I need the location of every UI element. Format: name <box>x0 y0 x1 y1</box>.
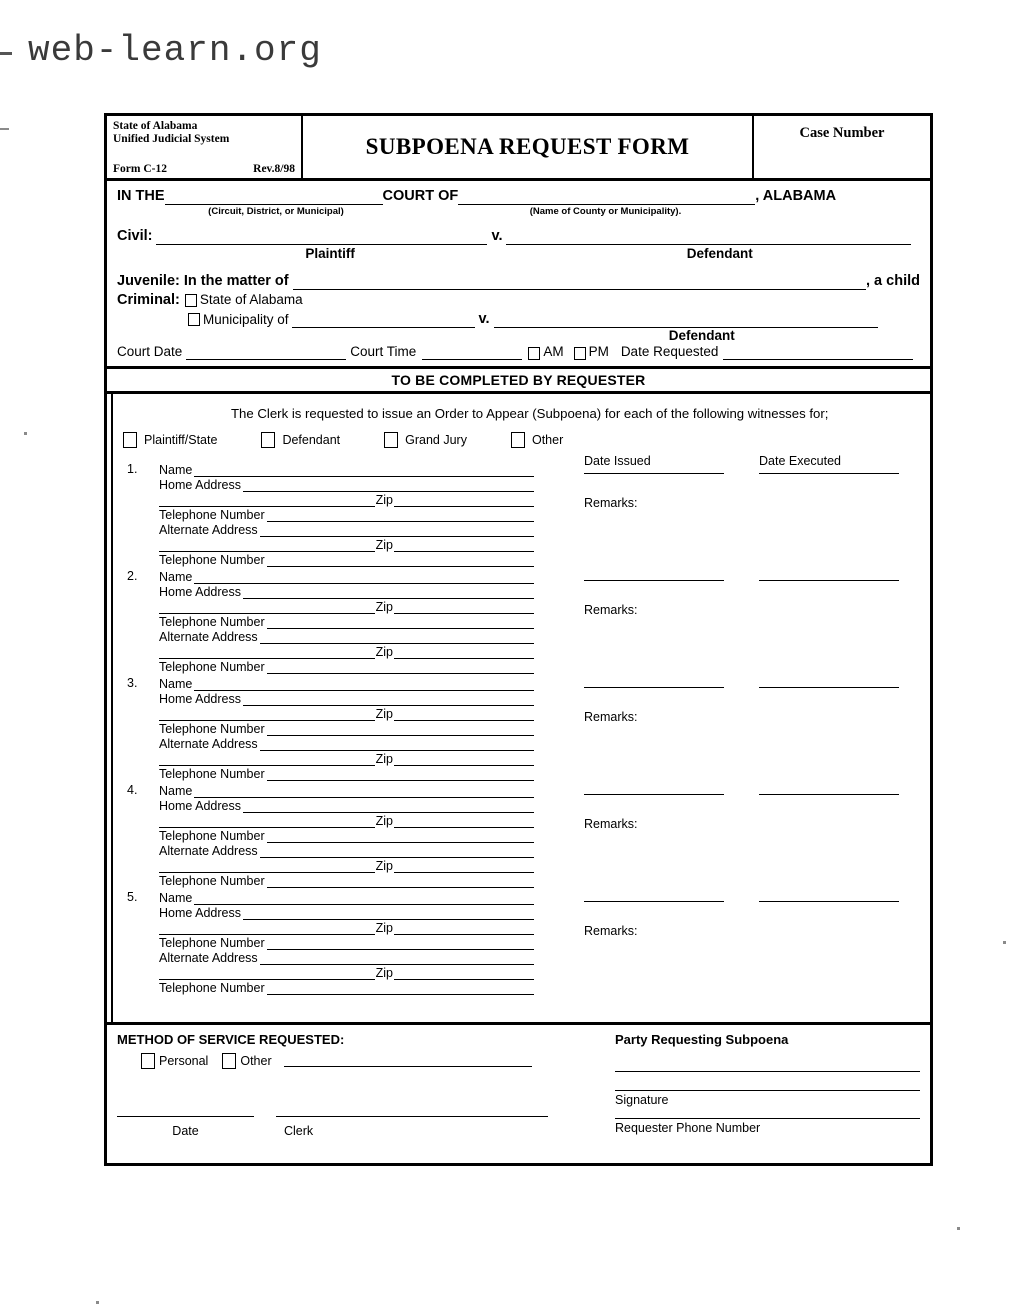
a-child-label: , a child <box>866 272 920 289</box>
witness-name-field[interactable] <box>159 676 534 691</box>
witness-fields <box>159 462 534 567</box>
subpoena-request-form <box>104 113 933 1166</box>
remarks-label: Remarks: <box>584 710 638 725</box>
requester-banner <box>107 369 930 394</box>
witness-telephone2-label: Telephone Number <box>159 660 265 675</box>
date-requested-input[interactable] <box>723 347 913 360</box>
witness-row <box>113 462 930 569</box>
page-edge-tick-bottom <box>957 1227 960 1230</box>
witness-telephone2-input[interactable] <box>267 983 534 995</box>
requester-banner-text: TO BE COMPLETED BY REQUESTER <box>391 371 646 388</box>
party-requesting-title: Party Requesting Subpoena <box>615 1031 789 1047</box>
witness-alternate-address-line2[interactable] <box>159 754 375 766</box>
requester-section <box>107 394 930 1025</box>
option-other[interactable] <box>511 432 563 448</box>
witness-home-zip-field[interactable] <box>159 492 534 507</box>
municipality-input[interactable] <box>292 315 475 328</box>
civil-line <box>117 229 920 245</box>
witness-telephone2-field[interactable] <box>159 766 534 781</box>
witness-name-input[interactable] <box>194 572 534 584</box>
witness-name-field[interactable] <box>159 890 534 905</box>
date-issued-input[interactable] <box>584 890 724 902</box>
witness-alternate-address-field[interactable] <box>159 950 534 965</box>
witness-name-input[interactable] <box>194 465 534 477</box>
witness-home-address-line2[interactable] <box>159 923 375 935</box>
court-of-label: COURT OF <box>382 188 459 204</box>
witness-number: 1. <box>127 462 138 477</box>
pm-label: PM <box>588 343 609 359</box>
criminal-defendant-caption-row <box>117 328 920 343</box>
court-time-input[interactable] <box>422 347 522 360</box>
witness-home-address-input[interactable] <box>243 587 534 599</box>
remarks-label: Remarks: <box>584 924 638 939</box>
remarks-label: Remarks: <box>584 496 638 511</box>
method-of-service-options <box>141 1053 605 1069</box>
date-executed-input[interactable] <box>759 890 899 902</box>
witness-alternate-address-input[interactable] <box>260 846 534 858</box>
date-requested-label: Date Requested <box>620 343 719 359</box>
witness-home-zip-label: Zip <box>375 707 393 722</box>
date-issued-input[interactable] <box>584 569 724 581</box>
option-defendant[interactable] <box>261 432 340 448</box>
witness-dates <box>584 783 934 831</box>
form-title-box <box>303 116 754 178</box>
clerk-signature-captions <box>117 1124 548 1138</box>
witness-alternate-zip-label: Zip <box>375 859 393 874</box>
other-service-input[interactable] <box>284 1054 532 1067</box>
option-plaintiff-state[interactable] <box>123 432 217 448</box>
date-executed-input[interactable] <box>759 783 899 795</box>
witness-home-address-input[interactable] <box>243 480 534 492</box>
witness-alternate-address-line2[interactable] <box>159 861 375 873</box>
witness-name-label: Name <box>159 891 193 906</box>
witness-alternate-zip-field[interactable] <box>159 965 534 980</box>
witness-telephone2-field[interactable] <box>159 980 534 995</box>
witness-alternate-zip-field[interactable] <box>159 751 534 766</box>
witness-name-label: Name <box>159 570 193 585</box>
witness-home-address-field[interactable] <box>159 905 534 920</box>
date-issued-header: Date Issued <box>584 453 651 468</box>
witness-alternate-address-label: Alternate Address <box>159 951 258 966</box>
requester-inner <box>111 394 930 1022</box>
witness-name-label: Name <box>159 463 193 478</box>
witness-home-address-label: Home Address <box>159 799 241 814</box>
witness-telephone-input[interactable] <box>267 724 534 736</box>
checkbox-defendant[interactable] <box>261 432 275 448</box>
witness-home-zip-input[interactable] <box>394 816 534 828</box>
checkbox-grand-jury[interactable] <box>384 432 398 448</box>
clerk-instruction: The Clerk is requested to issue an Order to Appear (Subpoena) for each of the following witnesses for; <box>231 405 829 421</box>
witness-telephone2-field[interactable] <box>159 552 534 567</box>
witness-alternate-address-label: Alternate Address <box>159 844 258 859</box>
witness-telephone2-label: Telephone Number <box>159 874 265 889</box>
case-number-box[interactable] <box>754 116 930 178</box>
witness-alternate-zip-label: Zip <box>375 538 393 553</box>
witness-telephone2-label: Telephone Number <box>159 767 265 782</box>
witness-telephone-field[interactable] <box>159 614 534 629</box>
clerk-caption: Clerk <box>284 1123 314 1138</box>
checkbox-plaintiff-state[interactable] <box>123 432 137 448</box>
court-line <box>117 189 920 205</box>
page-edge-tick-mid <box>24 432 27 435</box>
requester-phone-input[interactable] <box>615 1118 920 1119</box>
witness-home-address-label: Home Address <box>159 692 241 707</box>
court-line-hints <box>117 206 920 217</box>
witness-telephone2-input[interactable] <box>267 555 534 567</box>
witness-home-zip-label: Zip <box>375 814 393 829</box>
witness-alternate-zip-field[interactable] <box>159 644 534 659</box>
municipality-line <box>117 312 920 328</box>
witness-name-field[interactable] <box>159 569 534 584</box>
option-label-other: Other <box>531 433 564 448</box>
witness-telephone-label: Telephone Number <box>159 829 265 844</box>
witness-home-zip-field[interactable] <box>159 920 534 935</box>
witness-alternate-zip-input[interactable] <box>394 647 534 659</box>
civil-line-labels <box>117 246 920 261</box>
date-signature-input[interactable] <box>117 1104 254 1117</box>
versus-label: v. <box>491 227 503 244</box>
court-type-hint: (Circuit, District, or Municipal) <box>208 205 344 217</box>
witness-dates <box>584 676 934 724</box>
witness-fields <box>159 890 534 995</box>
page-edge-tick-left <box>0 128 9 130</box>
witness-alternate-address-label: Alternate Address <box>159 630 258 645</box>
witness-alternate-address-label: Alternate Address <box>159 523 258 538</box>
remarks-label: Remarks: <box>584 817 638 832</box>
checkbox-municipality[interactable] <box>188 313 200 326</box>
judicial-system-name: Unified Judicial System <box>113 133 230 145</box>
court-date-label: Court Date <box>117 343 183 359</box>
witness-number: 2. <box>127 569 138 584</box>
signature-input[interactable] <box>615 1090 920 1091</box>
witness-name-field[interactable] <box>159 783 534 798</box>
other-service-label: Other <box>240 1053 272 1068</box>
option-label-plaintiff-state: Plaintiff/State <box>144 433 218 448</box>
checkbox-am[interactable] <box>528 347 540 360</box>
witness-telephone-input[interactable] <box>267 510 534 522</box>
state-of-alabama-label: State of Alabama <box>199 292 303 308</box>
witness-home-address-input[interactable] <box>243 801 534 813</box>
defendant-input[interactable] <box>506 231 911 245</box>
witness-home-address-field[interactable] <box>159 477 534 492</box>
witness-home-zip-input[interactable] <box>394 602 534 614</box>
witness-home-zip-label: Zip <box>375 600 393 615</box>
witness-dates <box>584 890 934 938</box>
witness-telephone2-label: Telephone Number <box>159 981 265 996</box>
witness-home-address-input[interactable] <box>243 908 534 920</box>
witness-alternate-zip-input[interactable] <box>394 754 534 766</box>
witness-fields <box>159 569 534 674</box>
requester-phone-caption: Requester Phone Number <box>615 1120 761 1135</box>
witness-name-field[interactable] <box>159 462 534 477</box>
subpoena-for-options <box>123 432 930 448</box>
witness-fields <box>159 676 534 781</box>
page-title: SUBPOENA REQUEST FORM <box>365 134 690 159</box>
court-type-input[interactable] <box>165 191 383 205</box>
witness-name-input[interactable] <box>194 679 534 691</box>
witness-home-address-line2[interactable] <box>159 709 375 721</box>
witness-alternate-address-line2[interactable] <box>159 968 375 980</box>
form-number: Form C-12 <box>113 163 167 175</box>
caption-section <box>107 181 930 369</box>
clerk-signature-lines <box>117 1104 548 1117</box>
witness-telephone2-input[interactable] <box>267 769 534 781</box>
party-requesting-section <box>605 1025 930 1143</box>
witness-name-input[interactable] <box>194 893 534 905</box>
witness-home-zip-input[interactable] <box>394 495 534 507</box>
witness-telephone-field[interactable] <box>159 507 534 522</box>
witness-alternate-address-label: Alternate Address <box>159 737 258 752</box>
form-identification-box <box>107 116 303 178</box>
witness-home-zip-label: Zip <box>375 493 393 508</box>
criminal-label: Criminal: <box>117 291 180 308</box>
witness-dates <box>584 569 934 617</box>
witness-telephone-input[interactable] <box>267 831 534 843</box>
witness-telephone-label: Telephone Number <box>159 508 265 523</box>
witness-list <box>113 462 930 997</box>
form-revision: Rev.8/98 <box>253 163 295 175</box>
court-date-input[interactable] <box>186 347 346 360</box>
witness-alternate-zip-input[interactable] <box>394 968 534 980</box>
date-caption: Date <box>172 1123 199 1138</box>
page-edge-tick-top <box>0 52 12 55</box>
option-grand-jury[interactable] <box>384 432 467 448</box>
civil-label: Civil: <box>117 227 153 244</box>
plaintiff-label: Plaintiff <box>305 245 355 261</box>
date-executed-input[interactable] <box>759 676 899 688</box>
witness-telephone2-input[interactable] <box>267 876 534 888</box>
witness-home-address-field[interactable] <box>159 584 534 599</box>
municipality-label: Municipality of <box>203 311 289 327</box>
method-of-service-section <box>107 1025 605 1143</box>
witness-row <box>113 890 930 997</box>
witness-home-zip-field[interactable] <box>159 706 534 721</box>
date-issued-input[interactable] <box>584 676 724 688</box>
witness-name-label: Name <box>159 677 193 692</box>
remarks-label: Remarks: <box>584 603 638 618</box>
witness-telephone-label: Telephone Number <box>159 722 265 737</box>
witness-telephone-input[interactable] <box>267 938 534 950</box>
checkbox-pm[interactable] <box>574 347 586 360</box>
witness-alternate-address-input[interactable] <box>260 525 534 537</box>
witness-alternate-address-field[interactable] <box>159 736 534 751</box>
witness-fields <box>159 783 534 888</box>
witness-alternate-address-input[interactable] <box>260 739 534 751</box>
witness-telephone-field[interactable] <box>159 721 534 736</box>
checkbox-other-service[interactable] <box>222 1053 236 1069</box>
date-issued-input[interactable] <box>584 462 724 474</box>
witness-home-address-line2[interactable] <box>159 602 375 614</box>
witness-alternate-zip-input[interactable] <box>394 540 534 552</box>
juvenile-label: Juvenile: In the matter of <box>117 272 289 289</box>
witness-home-address-label: Home Address <box>159 478 241 493</box>
criminal-line <box>117 293 920 309</box>
witness-alternate-address-field[interactable] <box>159 522 534 537</box>
versus-label-2: v. <box>478 310 490 327</box>
witness-alternate-zip-field[interactable] <box>159 858 534 873</box>
witness-name-input[interactable] <box>194 786 534 798</box>
witness-alternate-address-field[interactable] <box>159 843 534 858</box>
witness-telephone2-field[interactable] <box>159 659 534 674</box>
juvenile-line <box>117 274 920 290</box>
alabama-label: , ALABAMA <box>755 188 837 204</box>
witness-number: 3. <box>127 676 138 691</box>
witness-home-zip-label: Zip <box>375 921 393 936</box>
plaintiff-input[interactable] <box>156 231 487 245</box>
witness-alternate-address-input[interactable] <box>260 632 534 644</box>
site-watermark: web-learn.org <box>28 30 322 71</box>
witness-telephone-input[interactable] <box>267 617 534 629</box>
witness-alternate-zip-label: Zip <box>375 966 393 981</box>
option-label-grand-jury: Grand Jury <box>405 433 467 448</box>
witness-dates <box>584 462 934 510</box>
witness-home-address-label: Home Address <box>159 906 241 921</box>
witness-alternate-zip-input[interactable] <box>394 861 534 873</box>
witness-telephone2-input[interactable] <box>267 662 534 674</box>
witness-home-address-line2[interactable] <box>159 495 375 507</box>
witness-alternate-zip-field[interactable] <box>159 537 534 552</box>
county-input[interactable] <box>458 191 755 205</box>
witness-alternate-zip-label: Zip <box>375 752 393 767</box>
witness-alternate-address-line2[interactable] <box>159 540 375 552</box>
method-of-service-title: METHOD OF SERVICE REQUESTED: <box>117 1031 345 1047</box>
state-name: State of Alabama <box>113 120 198 132</box>
witness-row <box>113 783 930 890</box>
witness-home-address-field[interactable] <box>159 691 534 706</box>
option-label-defendant: Defendant <box>282 433 341 448</box>
juvenile-child-input[interactable] <box>293 276 866 290</box>
witness-home-zip-field[interactable] <box>159 813 534 828</box>
checkbox-personal[interactable] <box>141 1053 155 1069</box>
in-the-label: IN THE <box>117 188 165 204</box>
witness-alternate-address-input[interactable] <box>260 953 534 965</box>
clerk-signature-input[interactable] <box>276 1104 548 1117</box>
date-executed-input[interactable] <box>759 462 899 474</box>
witness-name-label: Name <box>159 784 193 799</box>
witness-alternate-address-line2[interactable] <box>159 647 375 659</box>
form-footer <box>107 1025 930 1143</box>
party-requesting-input[interactable] <box>615 1071 920 1072</box>
witness-home-zip-field[interactable] <box>159 599 534 614</box>
page-edge-tick-lower-left <box>96 1301 99 1304</box>
witness-home-address-line2[interactable] <box>159 816 375 828</box>
defendant-label: Defendant <box>686 245 753 261</box>
form-header <box>107 116 930 181</box>
court-time-label: Court Time <box>350 343 417 359</box>
witness-alternate-zip-label: Zip <box>375 645 393 660</box>
personal-label: Personal <box>159 1053 209 1068</box>
am-label: AM <box>543 343 564 359</box>
county-hint: (Name of County or Municipality). <box>529 205 682 217</box>
witness-home-address-label: Home Address <box>159 585 241 600</box>
signature-caption: Signature <box>615 1092 669 1107</box>
witness-telephone-label: Telephone Number <box>159 936 265 951</box>
witness-telephone-field[interactable] <box>159 828 534 843</box>
date-executed-input[interactable] <box>759 569 899 581</box>
criminal-defendant-input[interactable] <box>494 315 878 328</box>
date-issued-input[interactable] <box>584 783 724 795</box>
witness-number: 4. <box>127 783 138 798</box>
page-edge-tick-right <box>1003 941 1006 944</box>
witness-home-address-input[interactable] <box>243 694 534 706</box>
witness-telephone-field[interactable] <box>159 935 534 950</box>
witness-home-address-field[interactable] <box>159 798 534 813</box>
witness-row <box>113 676 930 783</box>
witness-telephone-label: Telephone Number <box>159 615 265 630</box>
witness-telephone2-field[interactable] <box>159 873 534 888</box>
checkbox-state-of-alabama[interactable] <box>185 294 197 307</box>
date-executed-header: Date Executed <box>759 453 841 468</box>
court-datetime-line <box>117 345 920 360</box>
witness-home-zip-input[interactable] <box>394 709 534 721</box>
witness-number: 5. <box>127 890 138 905</box>
defendant-label-2: Defendant <box>668 327 735 343</box>
witness-home-zip-input[interactable] <box>394 923 534 935</box>
checkbox-other[interactable] <box>511 432 525 448</box>
witness-alternate-address-field[interactable] <box>159 629 534 644</box>
case-number-label: Case Number <box>799 125 885 141</box>
witness-telephone2-label: Telephone Number <box>159 553 265 568</box>
witness-row <box>113 569 930 676</box>
